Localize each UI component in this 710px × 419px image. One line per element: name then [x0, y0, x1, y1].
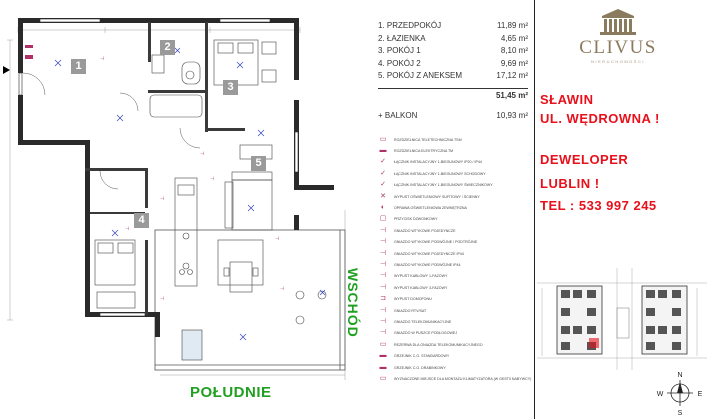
room-list	[378, 20, 528, 83]
legend-row	[372, 350, 534, 361]
room-name: 3. POKÓJ 1	[378, 46, 421, 55]
legend-row	[372, 168, 534, 179]
legend-symbol-icon: ⊣	[379, 272, 387, 280]
electrical-legend	[372, 134, 534, 385]
legend-text: PRZYCISK DZWONKOWY	[394, 217, 438, 222]
legend-row	[372, 180, 534, 191]
room-area: 11,89 m²	[497, 21, 528, 30]
legend-symbol-icon: ✓	[380, 181, 386, 189]
legend-text: GNIAZDO WTYKOWE POJEDYNCZE	[394, 228, 456, 233]
legend-text: GNIAZDO WTYKOWE POJEDYNCZE IP44	[394, 251, 464, 256]
legend-text: WYPUST OŚWIETLENIOWY SUFITOWY / ŚCIENNY	[394, 194, 480, 199]
site-map	[537, 268, 707, 370]
brand-name: CLIVUS	[579, 37, 657, 58]
room-tag: 5	[251, 156, 266, 171]
total-area: 51,45 m²	[495, 90, 528, 100]
east-label: WSCHÓD	[345, 268, 361, 338]
balcony-area: 10,93 m²	[496, 111, 528, 120]
legend-row	[372, 271, 534, 282]
legend-text: GRZEJNIK C.O. DRABINKOWY	[394, 365, 446, 370]
svg-text:⊣: ⊣	[100, 56, 105, 62]
legend-text: WYPUST KABLOWY 3-FAZOWY	[394, 285, 448, 290]
room-area: 8,10 m²	[500, 46, 528, 55]
balcony-label: + BALKON	[378, 111, 418, 120]
legend-row	[372, 362, 534, 373]
legend-symbol-icon: ▬	[379, 147, 387, 155]
legend-text: OPRAWA OŚWIETLENIOWA ZEWNĘTRZNA	[394, 206, 467, 211]
legend-text: WYZNACZONE MIEJSCE DLA MONTAŻU KLIMATYZATORA (W GESTII NABYWCY)	[394, 376, 532, 381]
balcony-row	[378, 110, 528, 123]
area-table	[378, 20, 528, 123]
legend-symbol-icon: ⊐	[380, 295, 386, 303]
legend-text: WYPUST KABLOWY 1-FAZOWY	[394, 274, 448, 279]
legend-text: GNIAZDO W PUSZCE PODŁOGOWEJ	[394, 331, 458, 336]
legend-row	[372, 191, 534, 202]
legend-symbol-icon: ✓	[380, 158, 386, 166]
room-name: 2. ŁAZIENKA	[378, 33, 426, 43]
room-tag: 3	[223, 80, 238, 95]
compass-icon	[656, 370, 704, 416]
legend-text: ŁĄCZNIK INSTALACYJNY 1-BIEGUNOWY ŚWIECZNIKOWY	[394, 183, 493, 188]
legend-row	[372, 282, 534, 293]
legend-symbol-icon: ▢	[379, 215, 387, 223]
svg-text:⊣: ⊣	[160, 296, 165, 302]
promo-city: SŁAWIN	[540, 92, 594, 107]
legend-symbol-icon: ▬	[379, 363, 387, 371]
legend-row	[372, 373, 534, 384]
legend-symbol-icon: ⊣	[379, 238, 387, 246]
legend-text: GRZEJNIK C.O. STANDARDOWY	[394, 354, 450, 359]
promo-developer: DEWELOPER	[540, 152, 629, 167]
room-area: 9,69 m²	[500, 58, 528, 68]
room-tag: 2	[160, 40, 175, 55]
compass-rose	[656, 370, 704, 416]
legend-row	[372, 248, 534, 259]
legend-row	[372, 259, 534, 270]
room-name: 1. PRZEDPOKÓJ	[378, 21, 442, 30]
legend-symbol-icon: ◐	[380, 204, 386, 212]
svg-text:⊣: ⊣	[210, 176, 215, 182]
legend-row	[372, 202, 534, 213]
legend-text: GNIAZDO RTV/SAT	[394, 308, 427, 313]
legend-text: ŁĄCZNIK INSTALACYJNY 1-BIEGUNOWY SCHODOWY	[394, 171, 486, 176]
promo-phone: TEL : 533 997 245	[540, 198, 657, 213]
brand-logo	[568, 8, 668, 64]
legend-text: ŁĄCZNIK INSTALACYJNY 1-BIEGUNOWY IP20 / IP44	[394, 160, 482, 165]
site-map-drawing	[537, 268, 707, 370]
legend-symbol-icon: ▬	[379, 352, 387, 360]
legend-row	[372, 316, 534, 327]
room-row	[378, 33, 528, 46]
south-label: POŁUDNIE	[190, 384, 272, 401]
legend-text: GNIAZDO WTYKOWE PODWÓJNE IP44	[394, 262, 461, 267]
legend-row	[372, 225, 534, 236]
legend-symbol-icon: ▭	[379, 135, 387, 143]
legend-symbol-icon: ▭	[379, 374, 387, 382]
legend-row	[372, 157, 534, 168]
svg-text:⊣: ⊣	[160, 196, 165, 202]
compass-e: E	[697, 391, 703, 398]
legend-row	[372, 237, 534, 248]
legend-row	[372, 305, 534, 316]
promo-town: LUBLIN !	[540, 176, 600, 191]
svg-text:⊣: ⊣	[275, 236, 280, 242]
legend-row	[372, 339, 534, 350]
svg-text:⊣: ⊣	[280, 286, 285, 292]
room-row	[378, 20, 528, 33]
legend-symbol-icon: ▭	[379, 340, 387, 348]
brand-tagline: NIERUCHOMOŚCI	[591, 59, 645, 64]
room-tag: 4	[134, 213, 149, 228]
legend-row	[372, 145, 534, 156]
legend-text: WYPUST DOMOFONU	[394, 297, 432, 302]
legend-text: GNIAZDO WTYKOWE PODWÓJNE / PODTRÓJNE	[394, 240, 478, 245]
room-row	[378, 58, 528, 71]
legend-text: GNIAZDO TELEKOMUNIKACYJNE	[394, 319, 452, 324]
legend-symbol-icon: ⊣	[379, 249, 387, 257]
svg-text:⊣: ⊣	[125, 226, 130, 232]
room-name: 5. POKÓJ Z ANEKSEM	[378, 71, 463, 80]
compass-w: W	[656, 391, 664, 398]
svg-text:⊣: ⊣	[200, 151, 205, 157]
room-row	[378, 70, 528, 83]
legend-text: ROZDZIELNICA TELETECHNICZNA TSM	[394, 137, 462, 142]
legend-symbol-icon: ✓	[380, 169, 386, 177]
room-area: 17,12 m²	[496, 71, 528, 80]
legend-row	[372, 134, 534, 145]
legend-symbol-icon: ⊣	[379, 329, 387, 337]
compass-n: N	[677, 372, 683, 379]
legend-symbol-icon: ⊣	[379, 306, 387, 314]
room-area: 4,65 m²	[500, 33, 528, 43]
legend-symbol-icon: ⊣	[379, 226, 387, 234]
total-area-row	[378, 88, 528, 101]
divider	[534, 0, 535, 419]
legend-row	[372, 214, 534, 225]
legend-symbol-icon: ⊣	[379, 317, 387, 325]
compass-s: S	[677, 410, 683, 416]
room-tag: 1	[71, 59, 86, 74]
building-icon	[598, 8, 638, 36]
legend-row	[372, 328, 534, 339]
legend-symbol-icon: ⊣	[379, 283, 387, 291]
legend-symbol-icon: ✕	[380, 192, 386, 200]
legend-text: REZERWA DLA GNIAZDA TELEKOMUNIKACYJNEGO	[394, 342, 483, 347]
promo-street: UL. WĘDROWNA !	[540, 111, 660, 126]
legend-symbol-icon: ⊣	[379, 260, 387, 268]
room-row	[378, 45, 528, 58]
room-name: 4. POKÓJ 2	[378, 58, 421, 68]
legend-row	[372, 293, 534, 304]
legend-text: ROZDZIELNICA ELEKTRYCZNA TM	[394, 149, 454, 154]
